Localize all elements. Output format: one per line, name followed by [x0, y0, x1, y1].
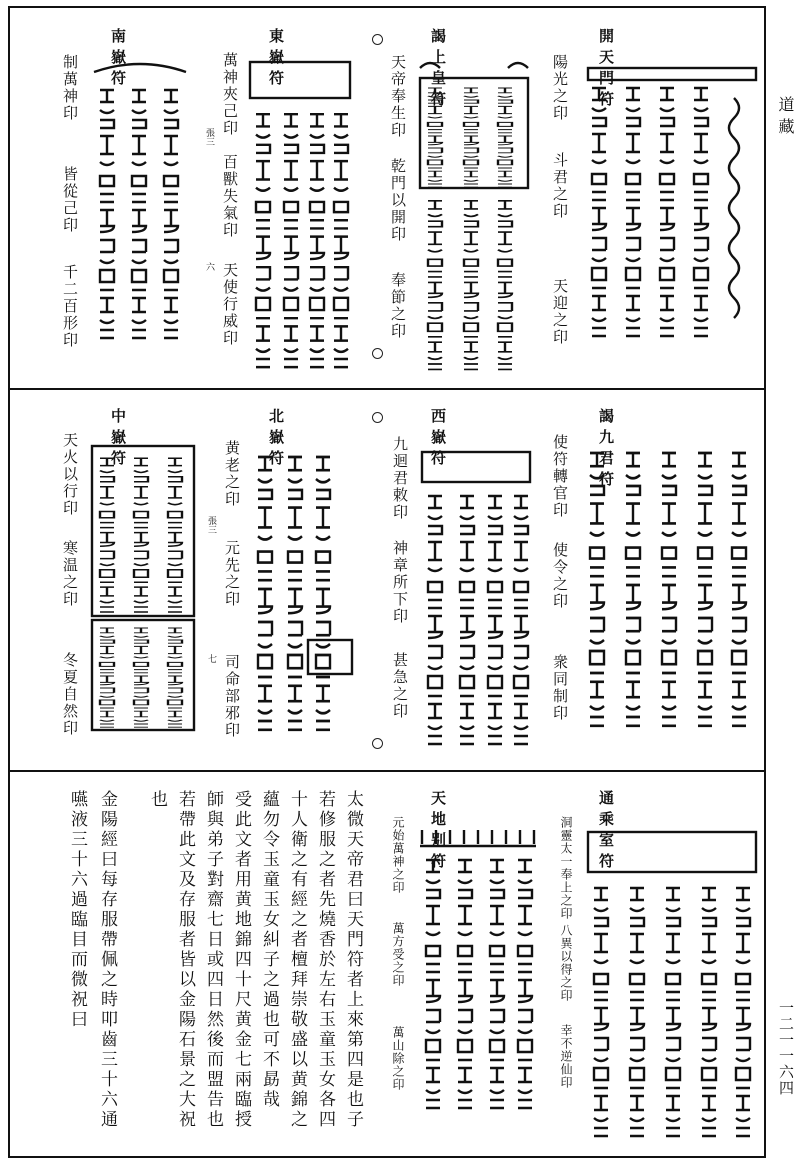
talisman-glyph [88, 58, 192, 358]
seal-label: 皆從己印 [61, 166, 79, 234]
seal-label: 奉節之印 [389, 272, 407, 340]
seal-label: 元始萬神之印 [391, 816, 405, 894]
prose-line: 嚥液三十六過臨目而微祝曰 [67, 790, 87, 1030]
page-marker: 六 [204, 262, 214, 271]
binding-hole [372, 412, 383, 423]
seal-label: 斗君之印 [551, 152, 569, 220]
talisman-title-ye-jiu-jun: 謁九君符 [597, 408, 615, 492]
talisman-glyph [248, 440, 358, 740]
margin-page-number: 一二一一六四 [777, 1000, 795, 1096]
prose-line: 也 [147, 790, 167, 810]
prose-line: 金陽經曰每存服帶佩之時叩齒三十六通 [97, 790, 117, 1130]
talisman-glyph [584, 58, 760, 376]
prose-line: 受此文者用黄地錦四十尺黄金七兩臨授 [231, 790, 251, 1130]
talisman-title-dong-yue: 東嶽符 [267, 28, 285, 91]
seal-label: 幸不逆仙印 [559, 1024, 573, 1089]
talisman-title-tian-di-bie: 天地别符 [429, 790, 447, 874]
seal-label: 天火以行印 [61, 432, 79, 517]
seal-label: 使符轉官印 [551, 434, 569, 519]
talisman-title-ye-shang-huang: 謁上皇符 [429, 28, 447, 112]
seal-label: 洞靈太一奉上之印 [559, 816, 573, 920]
page-marker: 張三 [206, 516, 216, 534]
row-divider-1 [8, 388, 766, 390]
talisman-title-xi-yue: 西嶽符 [429, 408, 447, 471]
seal-label: 百獸失氣印 [221, 154, 239, 239]
prose-line: 師與弟子對齋七日或四日然後而盟告也 [203, 790, 223, 1130]
row-divider-2 [8, 770, 766, 772]
seal-label: 千二百形印 [61, 264, 79, 349]
margin-title: 道藏 [776, 96, 795, 140]
seal-label: 九迴君敕印 [391, 436, 409, 521]
page-marker: 七 [206, 654, 216, 663]
seal-label: 衆同制印 [551, 654, 569, 722]
binding-hole [372, 348, 383, 359]
seal-label: 司命部邪印 [223, 654, 241, 739]
seal-label: 天使行威印 [221, 262, 239, 347]
seal-label: 使令之印 [551, 542, 569, 610]
talisman-glyph [582, 436, 760, 736]
talisman-glyph [584, 822, 760, 1142]
seal-label: 八異以得之印 [559, 924, 573, 1002]
talisman-glyph [86, 440, 200, 740]
seal-label: 寒温之印 [61, 540, 79, 608]
talisman-title-bei-yue: 北嶽符 [267, 408, 285, 471]
talisman-title-zhong-yue: 中嶽符 [109, 408, 127, 471]
talisman-glyph [416, 820, 540, 1120]
page-marker: 張三 [204, 128, 214, 146]
seal-label: 萬神夾己印 [221, 52, 239, 137]
seal-label: 天帝奉生印 [389, 54, 407, 139]
binding-hole [372, 738, 383, 749]
seal-label: 制萬神印 [61, 54, 79, 122]
seal-label: 乾門以開印 [389, 158, 407, 243]
seal-label: 冬夏自然印 [61, 652, 79, 737]
seal-label: 黄老之印 [223, 440, 241, 508]
seal-label: 萬山除之印 [391, 1026, 405, 1091]
talisman-glyph [416, 446, 536, 746]
talisman-title-kai-tian-men: 開天門符 [597, 28, 615, 112]
talisman-glyph [244, 56, 356, 376]
talisman-title-tong-cheng-shi: 通乘室符 [597, 790, 615, 874]
talisman-glyph [414, 54, 534, 374]
seal-label: 元先之印 [223, 540, 241, 608]
prose-line: 若修服之者先燒香於左右玉童玉女各四 [315, 790, 335, 1130]
binding-hole [372, 34, 383, 45]
prose-line: 若帶此文及存服者皆以金陽石景之大祝 [175, 790, 195, 1130]
seal-label: 神章所下印 [391, 540, 409, 625]
prose-line: 十人衛之有經之者檀拜崇敬盛以黄錦之 [287, 790, 307, 1130]
prose-line: 太微天帝君曰天門符者上來第四是也子 [343, 790, 363, 1130]
talisman-title-nan-yue: 南嶽符 [109, 28, 127, 91]
seal-label: 甚急之印 [391, 652, 409, 720]
seal-label: 陽光之印 [551, 54, 569, 122]
prose-line: 蘊勿令玉童玉女糾子之過也可不勗哉 [259, 790, 279, 1110]
seal-label: 萬方受之印 [391, 922, 405, 987]
seal-label: 天迎之印 [551, 278, 569, 346]
